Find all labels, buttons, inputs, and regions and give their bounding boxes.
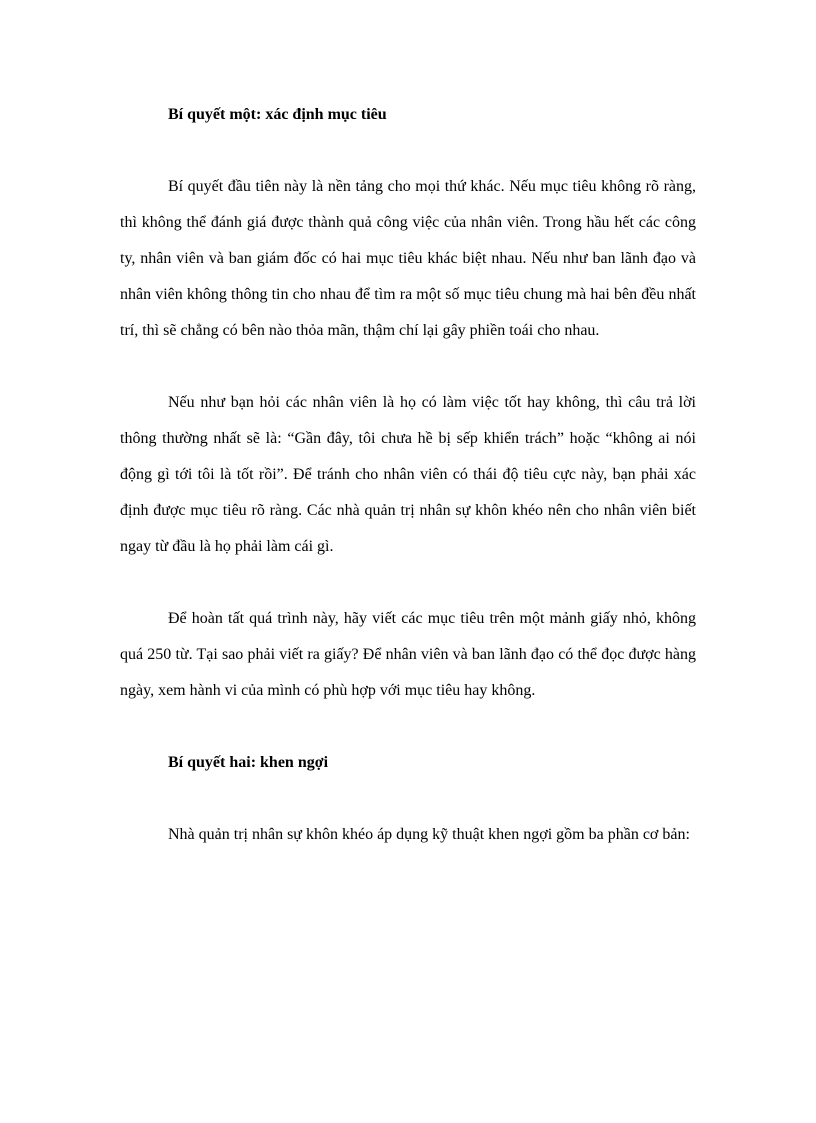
paragraph-write-goals: Để hoàn tất quá trình này, hãy viết các mục tiêu trên một mảnh giấy nhỏ, không quá 250 từ. Tại sao phải viết ra giấy? Để nhân viên và ban lãnh đạo có thể đọc được hàng ngày, xem hành vi của mình có phù hợp với mục tiêu hay không. [120, 610, 696, 699]
paragraph-employee-feedback: Nếu như bạn hỏi các nhân viên là họ có làm việc tốt hay không, thì câu trả lời thông thường nhất sẽ là: “Gần đây, tôi chưa hề bị sếp khiển trách” hoặc “không ai nói động gì tới tôi là tốt rồi”. Để tránh cho nhân viên có thái độ tiêu cực này, bạn phải xác định được mục tiêu rõ ràng. Các nhà quản trị nhân sự khôn khéo nên cho nhân viên biết ngay từ đầu là họ phải làm cái gì. [120, 394, 696, 555]
spacer [120, 349, 696, 385]
paragraph-praise-intro: Nhà quản trị nhân sự khôn khéo áp dụng kỹ thuật khen ngợi gồm ba phần cơ bản: [168, 826, 690, 843]
paragraph-goals-intro: Bí quyết đầu tiên này là nền tảng cho mọi thứ khác. Nếu mục tiêu không rõ ràng, thì không thể đánh giá được thành quả công việc của nhân viên. Trong hầu hết các công ty, nhân viên và ban giám đốc có hai mục tiêu khác biệt nhau. Nếu như ban lãnh đạo và nhân viên không thông tin cho nhau để tìm ra một số mục tiêu chung mà hai bên đều nhất trí, thì sẽ chẳng có bên nào thỏa mãn, thậm chí lại gây phiền toái cho nhau. [120, 178, 696, 339]
spacer [120, 781, 696, 817]
spacer [120, 133, 696, 169]
document-body [120, 97, 696, 853]
spacer [120, 709, 696, 745]
spacer [120, 565, 696, 601]
section-heading-praise: Bí quyết hai: khen ngợi [168, 754, 329, 771]
section-heading-goals: Bí quyết một: xác định mục tiêu [168, 106, 387, 123]
